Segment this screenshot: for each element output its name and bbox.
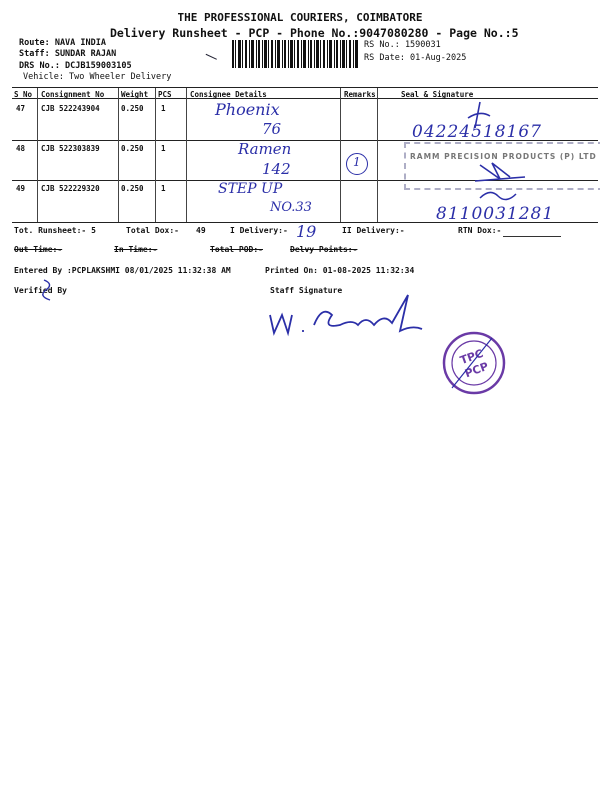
in-time-label: In Time:- — [114, 245, 158, 254]
column-divider — [340, 88, 341, 222]
handwritten-consignee: Ramen — [238, 140, 292, 158]
handwritten-consignee-number: NO.33 — [270, 200, 312, 215]
col-header-consignee: Consignee Details — [190, 90, 267, 99]
rs-number: RS No.: 1590031 — [364, 40, 441, 50]
tot-runsheet: Tot. Runsheet:- 5 — [14, 226, 96, 235]
route-field: Route: NAVA INDIA — [19, 38, 106, 48]
svg-text:TPC: TPC — [458, 346, 485, 368]
row-consignment: CJB 522243904 — [41, 104, 100, 113]
col-header-sno: S No — [14, 90, 33, 99]
handwritten-consignee-number: 76 — [262, 120, 282, 138]
row-weight: 0.250 — [121, 144, 144, 153]
column-divider — [377, 88, 378, 222]
svg-text:PCP: PCP — [463, 359, 491, 381]
column-divider — [155, 88, 156, 222]
pen-mark — [203, 54, 217, 65]
i-delivery-handwritten: 19 — [296, 222, 317, 241]
row-pcs: 1 — [161, 184, 166, 193]
handwritten-phone: 04224518167 — [412, 122, 542, 142]
i-delivery-label: I Delivery:- — [230, 226, 288, 235]
delvy-points-label: Delvy Points:- — [290, 245, 358, 254]
column-divider — [118, 88, 119, 222]
verified-by-label: Verified By — [14, 286, 67, 295]
total-dox-label: Total Dox:- — [126, 226, 179, 235]
company-title: THE PROFESSIONAL COURIERS, COIMBATORE — [177, 11, 423, 24]
verifier-scribble — [32, 276, 62, 304]
col-header-pcs: PCS — [158, 90, 172, 99]
total-dox-value: 49 — [196, 226, 206, 235]
table-top-border — [12, 87, 598, 88]
column-divider — [37, 88, 38, 222]
row-consignment: CJB 522303839 — [41, 144, 100, 153]
column-divider — [186, 88, 187, 222]
col-header-consignment: Consignment No — [41, 90, 105, 99]
row-pcs: 1 — [161, 144, 166, 153]
signature-scribble — [440, 100, 510, 130]
total-pod-label: Total POD:- — [210, 245, 263, 254]
col-header-seal: Seal & Signature — [401, 90, 474, 99]
handwritten-remark: 1 — [353, 155, 361, 169]
handwritten-consignee: STEP UP — [218, 181, 283, 197]
rs-date: RS Date: 01-Aug-2025 — [364, 53, 467, 63]
ii-delivery-label: II Delivery:- — [342, 226, 405, 235]
signature-scribble — [470, 155, 530, 185]
runsheet-subtitle: Delivery Runsheet - PCP - Phone No.:9047080280 - Page No.:5 — [110, 26, 519, 40]
staff-signature-label: Staff Signature — [270, 286, 343, 295]
handwritten-consignee-number: 142 — [262, 160, 291, 178]
rtn-dox-label: RTN Dox:- — [458, 226, 502, 235]
printed-on: Printed On: 01-08-2025 11:32:34 — [265, 266, 415, 275]
barcode — [232, 40, 360, 68]
row-sno: 48 — [16, 144, 26, 153]
row-sno: 49 — [16, 184, 26, 193]
staff-field: Staff: SUNDAR RAJAN — [19, 49, 117, 59]
row-pcs: 1 — [161, 104, 166, 113]
col-header-remarks: Remarks — [344, 90, 376, 99]
row-consignment: CJB 522229320 — [41, 184, 100, 193]
signature-scribble — [476, 186, 526, 204]
row-sno: 47 — [16, 104, 26, 113]
col-header-weight: Weight — [121, 90, 149, 99]
row-weight: 0.250 — [121, 104, 144, 113]
out-time-label: Out Time:- — [14, 245, 63, 254]
rtn-dox-line — [503, 236, 561, 237]
drs-number: DRS No.: DCJB159003105 — [19, 61, 132, 71]
stamp-text: RAMM PRECISION PRODUCTS (P) LTD — [410, 152, 597, 161]
handwritten-phone: 8110031281 — [436, 204, 555, 224]
entered-by: Entered By :PCPLAKSHMI 08/01/2025 11:32:38 AM — [14, 266, 231, 275]
vehicle-field: Vehicle: Two Wheeler Delivery — [23, 72, 172, 82]
row-weight: 0.250 — [121, 184, 144, 193]
tpc-seal — [432, 330, 516, 396]
staff-signature — [262, 285, 432, 345]
handwritten-consignee: Phoenix — [215, 100, 280, 119]
